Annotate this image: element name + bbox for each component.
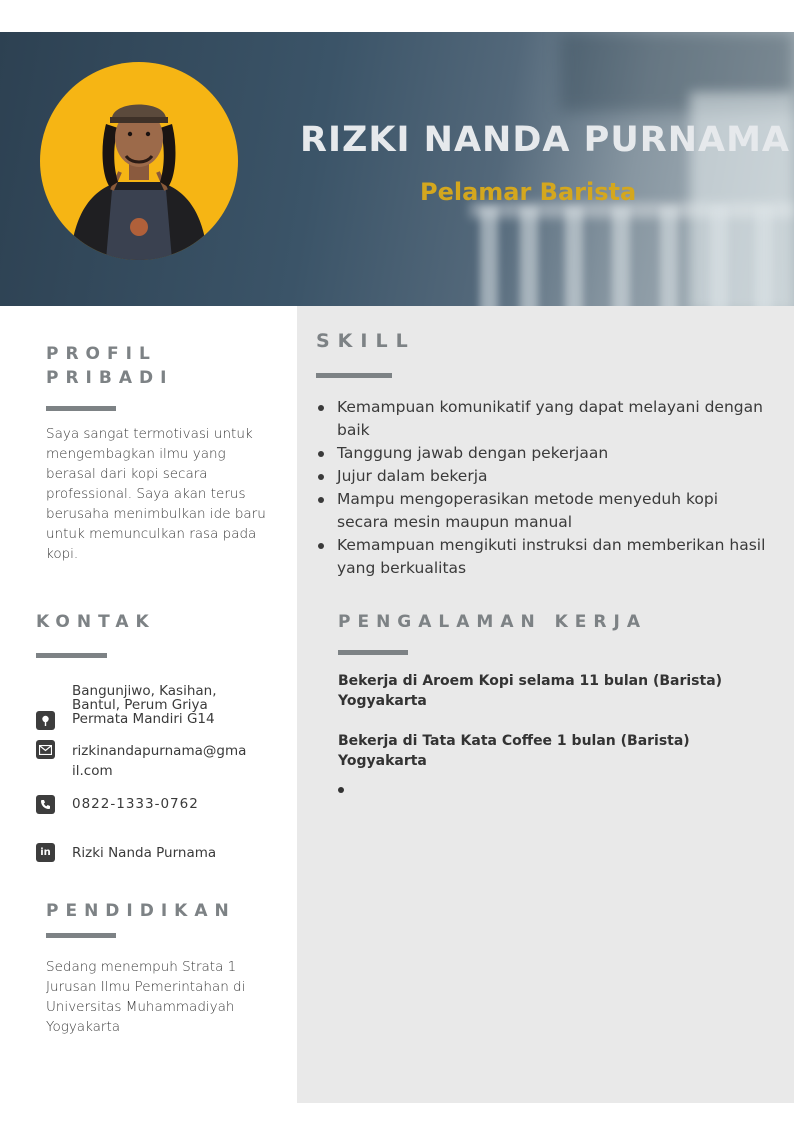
banner-column [710,207,728,306]
profile-title [46,342,173,390]
banner-column [612,207,630,306]
skill-divider [316,373,392,378]
contact-linkedin[interactable]: Rizki Nanda Purnama [72,845,217,861]
education-title: PENDIDIKAN [46,901,236,921]
contact-divider [36,653,107,658]
skill-title: SKILL [316,330,416,352]
experience-title: PENGALAMAN KERJA [338,612,647,632]
contact-phone[interactable]: 0822-1333-0762 [72,796,199,812]
candidate-role: Pelamar Barista [420,178,637,206]
empty-bullet [338,787,344,793]
skill-list [316,396,766,580]
profile-text: Saya sangat termotivasi untuk mengembagkan ilmu yang berasal dari kopi secara professional. Saya akan terus berusaha menimbulkan ide baru untuk memunculkan rasa pada kopi. [46,426,266,562]
banner-column [480,207,498,306]
banner-column [565,207,583,306]
contact-email-row [36,740,247,781]
contact-linkedin-row [36,843,216,863]
contact-email[interactable]: rizkinandapurnama@gmail.com [72,743,247,779]
contact-title: KONTAK [36,612,156,632]
skill-item: Tanggung jawab dengan pekerjaan [316,442,766,465]
skill-item: Mampu mengoperasikan metode menyeduh kopi secara mesin maupun manual [316,488,766,534]
banner-column [520,207,538,306]
linkedin-icon: in [36,843,55,862]
experience-divider [338,650,408,655]
email-icon [36,740,55,759]
experience-item: Bekerja di Aroem Kopi selama 11 bulan (Barista) Yogyakarta [338,673,723,709]
education-divider [46,933,116,938]
profile-divider [46,406,116,411]
candidate-name: RIZKI NANDA PURNAMA [300,120,790,160]
contact-phone-row [36,795,199,814]
skill-item: Kemampuan mengikuti instruksi dan memberikan hasil yang berkualitas [316,534,766,580]
profile-title-line1: PROFIL [46,344,157,364]
profile-title-line2: PRIBADI [46,368,174,388]
profile-photo [40,62,238,260]
education-text: Sedang menempuh Strata 1 Jurusan Ilmu Pemerintahan di Universitas Muhammadiyah Yogyakarta [46,959,246,1035]
skill-item: Jujur dalam bekerja [316,465,766,488]
skill-item: Kemampuan komunikatif yang dapat melayani dengan baik [316,396,766,442]
location-pin-icon [36,711,55,730]
contact-address-row [36,682,237,730]
banner-column [755,207,773,306]
banner-column [660,207,678,306]
experience-item: Bekerja di Tata Kata Coffee 1 bulan (Barista) Yogyakarta [338,733,690,769]
phone-icon [36,795,55,814]
person-illustration [40,62,238,260]
contact-address: Bangunjiwo, Kasihan, Bantul, Perum Griya Permata Mandiri G14 [72,683,217,727]
